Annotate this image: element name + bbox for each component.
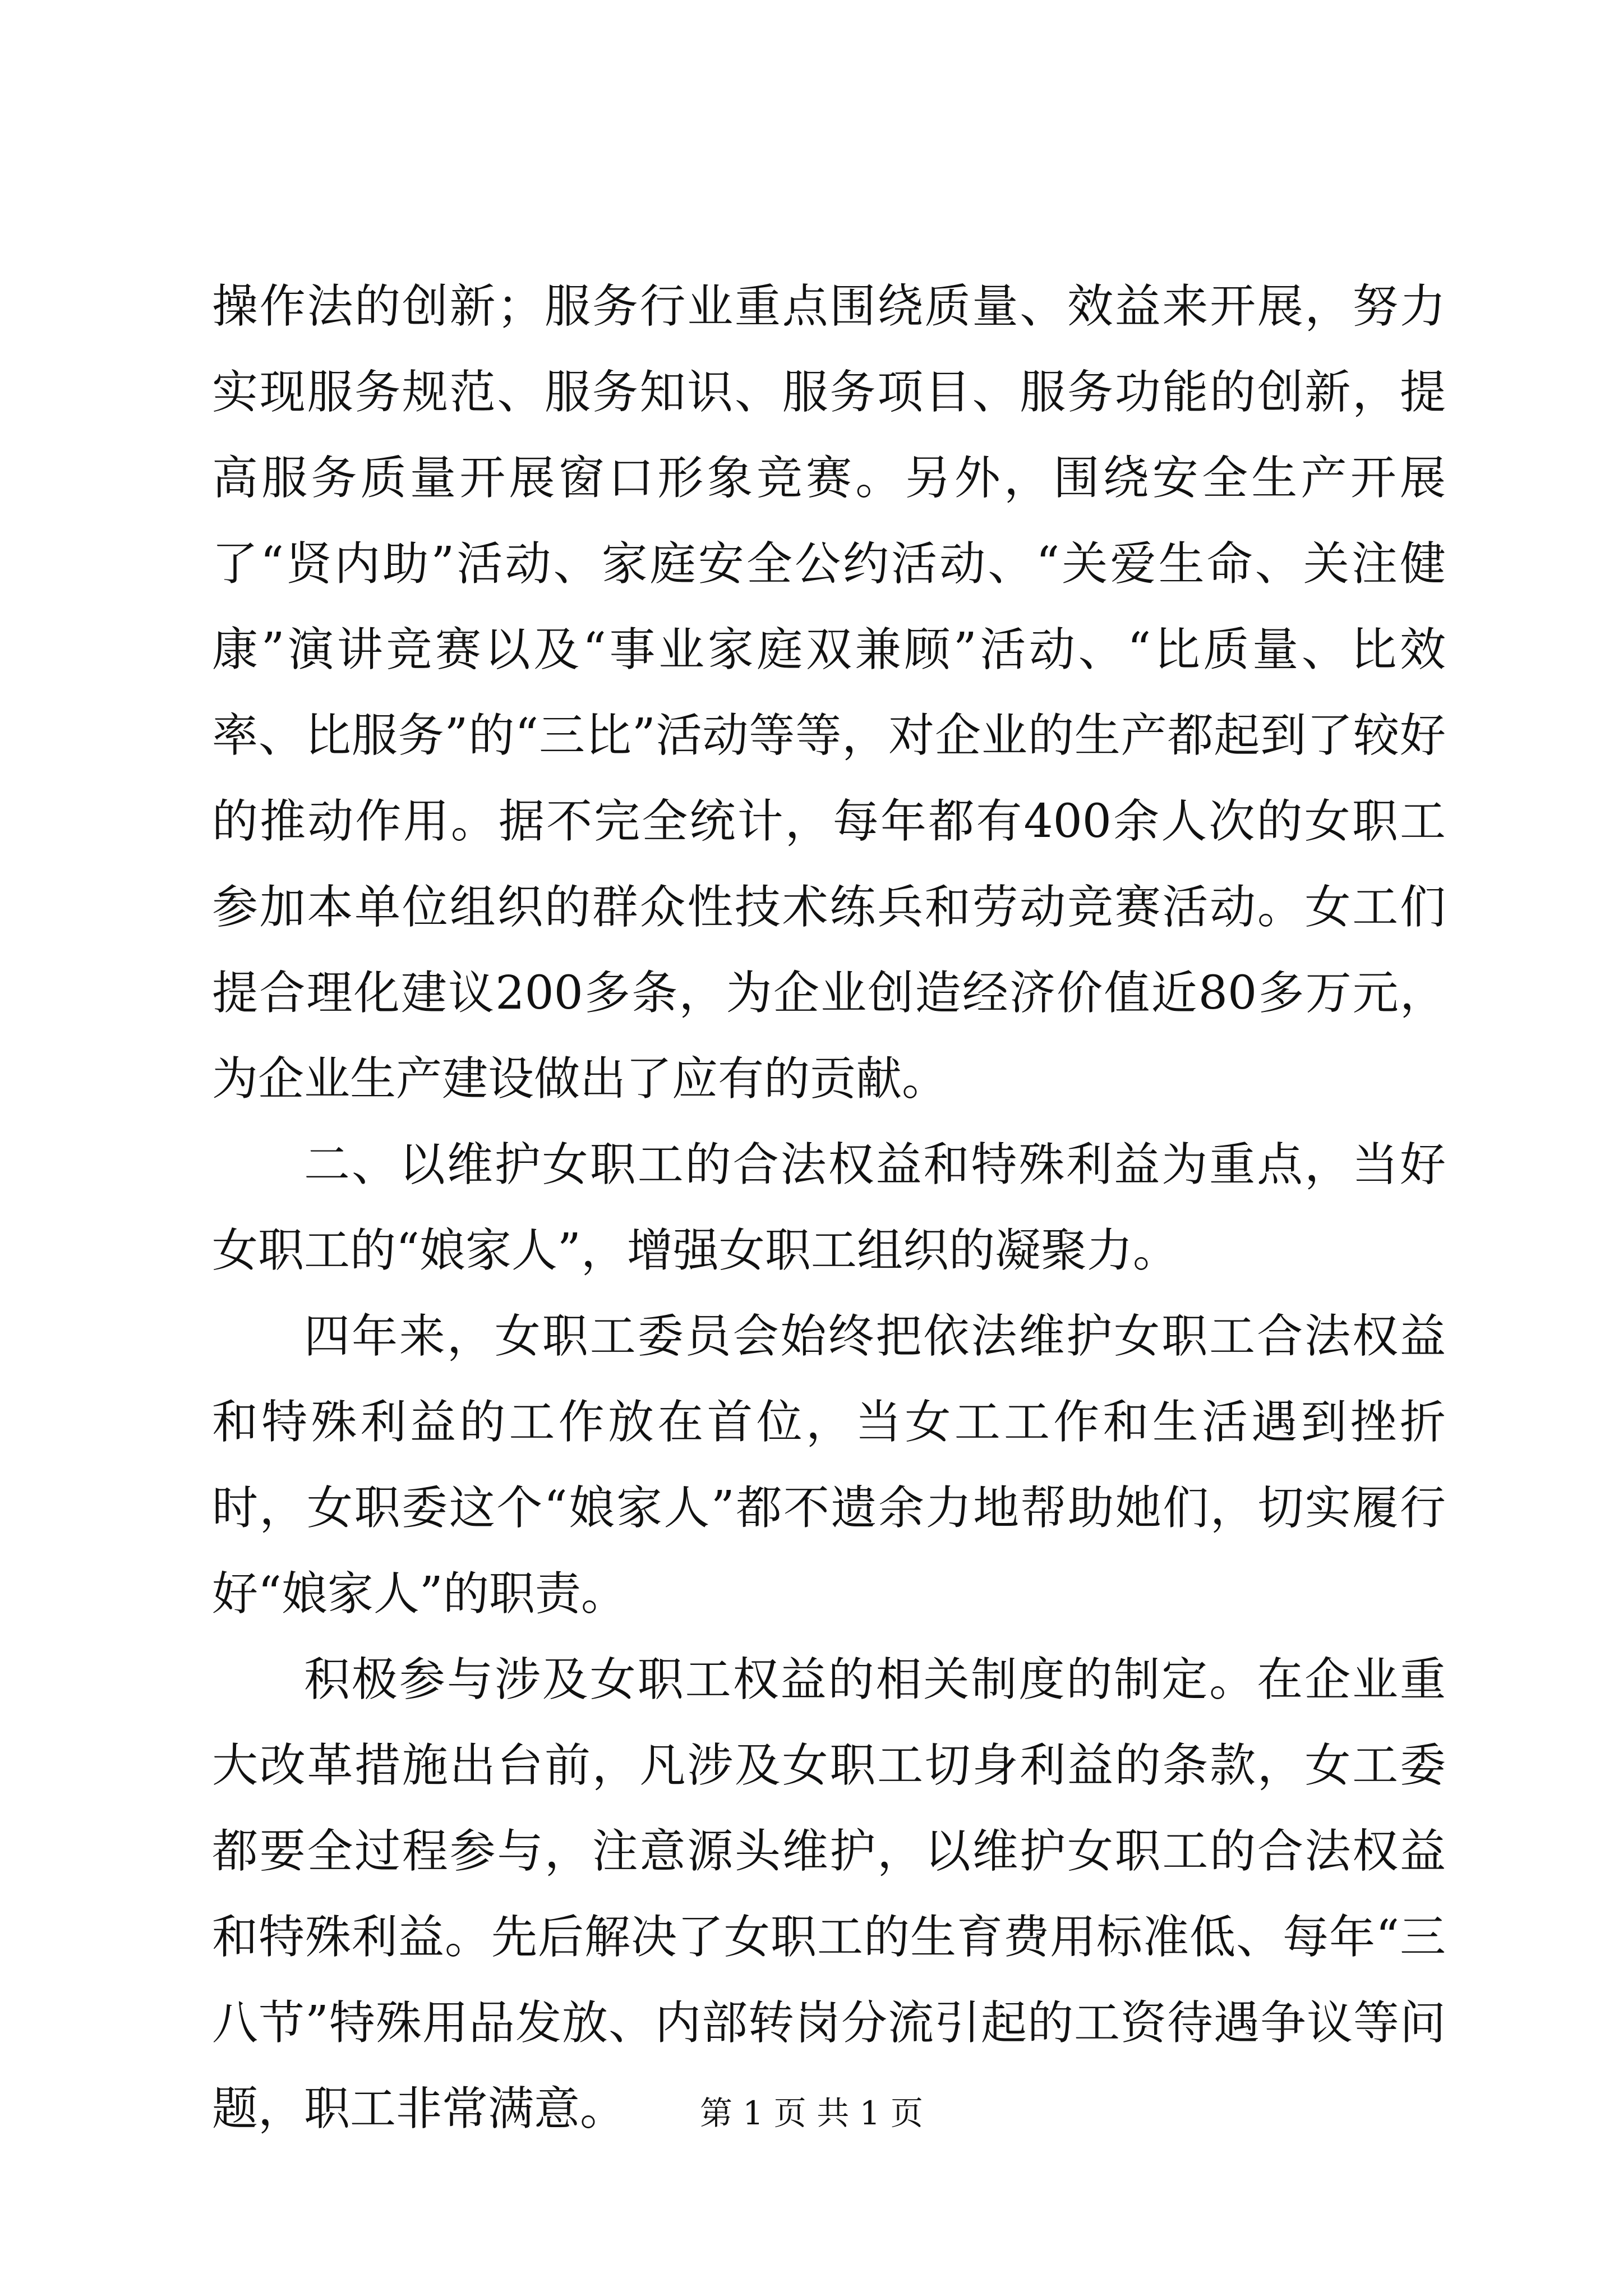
paragraph-section-heading: 二、以维护女职工的合法权益和特殊利益为重点，当好女职工的“娘家人”，增强女职工组织的凝聚力。: [212, 1138, 1446, 1277]
paragraph-four-years: 四年来，女职工委员会始终把依法维护女职工合法权益和特殊利益的工作放在首位，当女工工作和生活遇到挫折时，女职委这个“娘家人”都不遗余力地帮助她们，切实履行好“娘家人”的职责。: [212, 1310, 1446, 1621]
document-body: [212, 264, 1446, 2152]
paragraph-participation: 积极参与涉及女职工权益的相关制度的制定。在企业重大改革措施出台前，凡涉及女职工切身利益的条款，女工委都要全过程参与，注意源头维护，以维护女职工的合法权益和特殊利益。先后解决了女职工的生育费用标准低、每年“三八节”特殊用品发放、内部转岗分流引起的工资待遇争议等问题，职工非常满意。: [212, 1653, 1446, 2136]
paragraph-continuation: 操作法的创新；服务行业重点围绕质量、效益来开展，努力实现服务规范、服务知识、服务项目、服务功能的创新，提高服务质量开展窗口形象竞赛。另外，围绕安全生产开展了“贤内助”活动、家庭安全公约活动、“关爱生命、关注健康”演讲竞赛以及“事业家庭双兼顾”活动、“比质量、比效率、比服务”的“三比”活动等等，对企业的生产都起到了较好的推动作用。据不完全统计，每年都有400余人次的女职工参加本单位组织的群众性技术练兵和劳动竞赛活动。女工们提合理化建议200多条，为企业创造经济价值近80多万元，为企业生产建设做出了应有的贡献。: [212, 280, 1446, 1106]
page-footer: 第 1 页 共 1 页: [700, 2094, 923, 2132]
